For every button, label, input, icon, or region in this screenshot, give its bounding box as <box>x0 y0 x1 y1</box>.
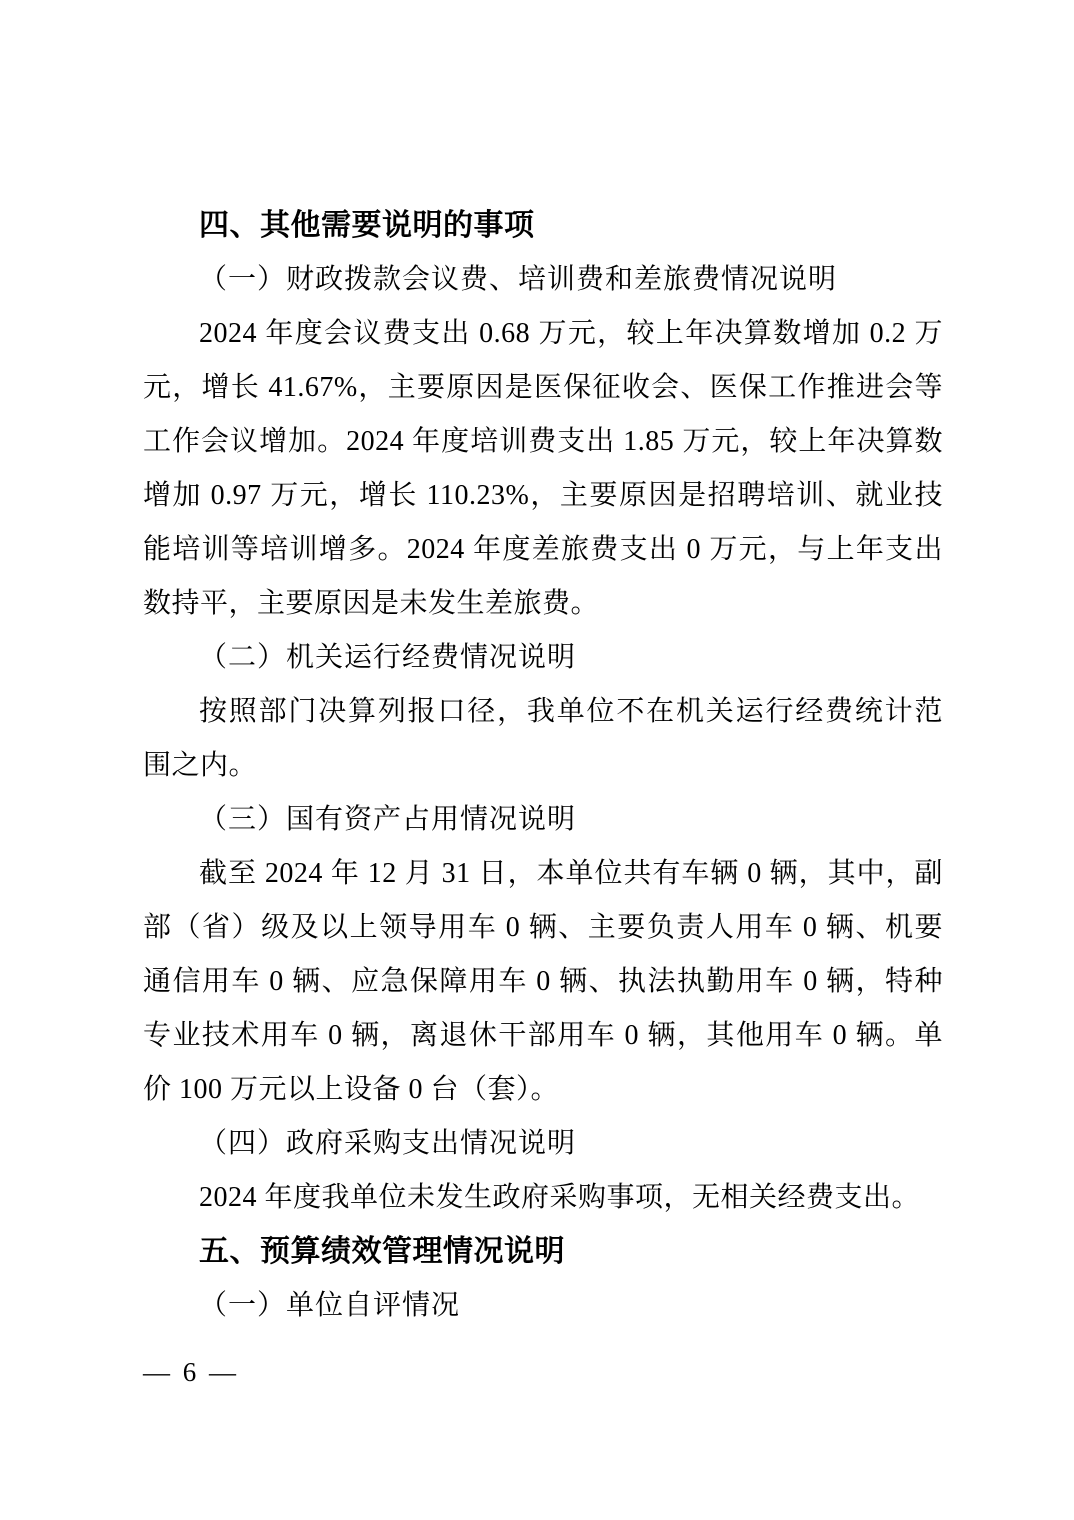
section-heading-5: 五、预算绩效管理情况说明 <box>199 1235 565 1268</box>
body-line: 增加 0.97 万元，增长 110.23%，主要原因是招聘培训、就业技 <box>143 480 943 511</box>
page-footer <box>143 1352 239 1392</box>
body-line: 截至 2024 年 12 月 31 日，本单位共有车辆 0 辆，其中，副 <box>199 858 943 889</box>
body-line: 2024 年度我单位未发生政府采购事项，无相关经费支出。 <box>199 1182 921 1213</box>
body-line: 能培训等培训增多。2024 年度差旅费支出 0 万元，与上年支出 <box>143 534 943 565</box>
page-number: — 6 — <box>143 1357 239 1387</box>
subsection-heading-4-3: （三）国有资产占用情况说明 <box>199 804 577 835</box>
body-line: 按照部门决算列报口径，我单位不在机关运行经费统计范 <box>199 696 943 727</box>
body-line: 专业技术用车 0 辆，离退休干部用车 0 辆，其他用车 0 辆。单 <box>143 1020 943 1051</box>
document-body <box>143 199 943 1333</box>
subsection-heading-4-4: （四）政府采购支出情况说明 <box>199 1128 577 1159</box>
body-line: 围之内。 <box>143 750 258 781</box>
body-line: 工作会议增加。2024 年度培训费支出 1.85 万元，较上年决算数 <box>143 426 943 457</box>
subsection-heading-4-1: （一）财政拨款会议费、培训费和差旅费情况说明 <box>199 264 838 295</box>
body-line: 通信用车 0 辆、应急保障用车 0 辆、执法执勤用车 0 辆，特种 <box>143 966 943 997</box>
subsection-heading-4-2: （二）机关运行经费情况说明 <box>199 642 577 673</box>
body-line: 元，增长 41.67%，主要原因是医保征收会、医保工作推进会等 <box>143 372 943 403</box>
section-heading-4: 四、其他需要说明的事项 <box>199 209 535 242</box>
body-line: 2024 年度会议费支出 0.68 万元，较上年决算数增加 0.2 万 <box>199 318 943 349</box>
body-line: 数持平，主要原因是未发生差旅费。 <box>143 588 600 619</box>
body-line: 价 100 万元以上设备 0 台（套）。 <box>143 1074 560 1105</box>
subsection-heading-5-1: （一）单位自评情况 <box>199 1290 461 1321</box>
body-line: 部（省）级及以上领导用车 0 辆、主要负责人用车 0 辆、机要 <box>143 912 943 943</box>
